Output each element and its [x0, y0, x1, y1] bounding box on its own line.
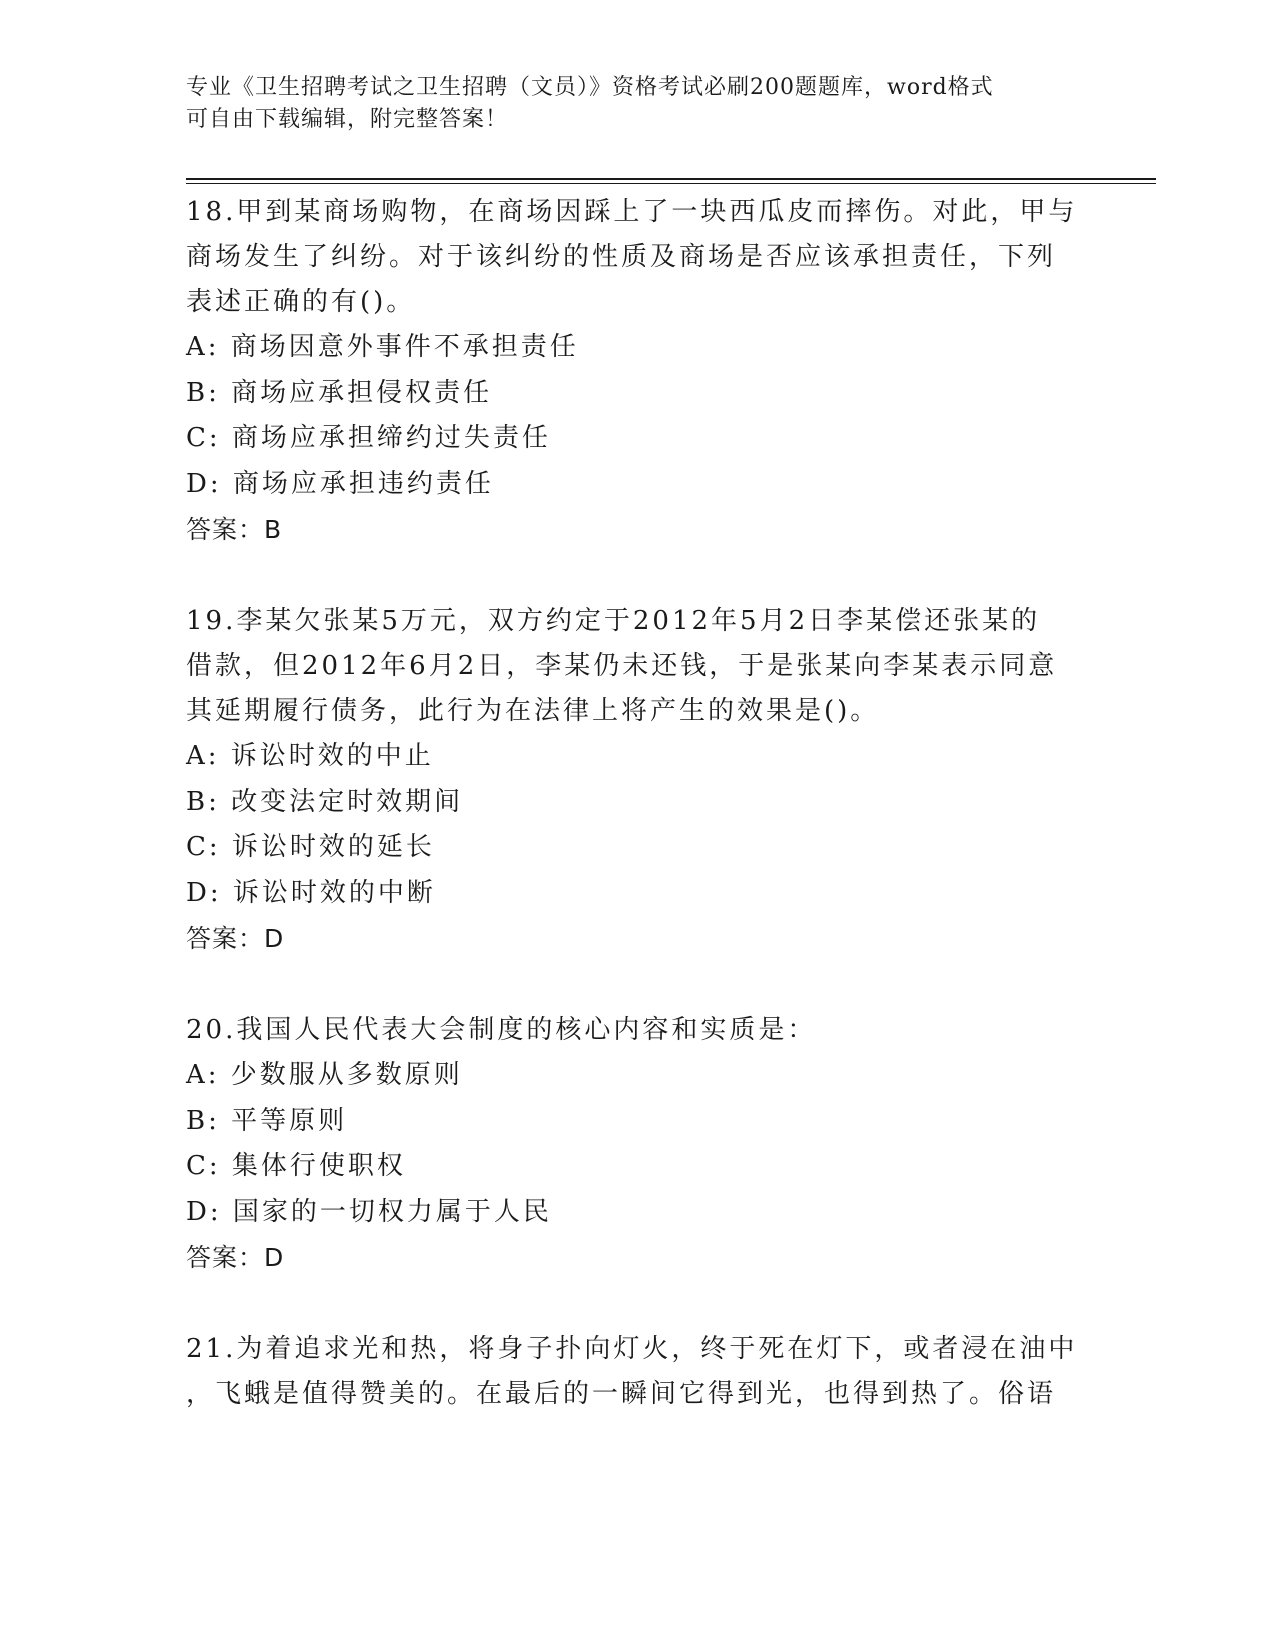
option-d: D: 诉讼时效的中断: [186, 877, 436, 908]
question-stem-line: 18.甲到某商场购物，在商场因踩上了一块西瓜皮而摔伤。对此，甲与: [186, 197, 1078, 227]
option-c: C: 集体行使职权: [186, 1151, 406, 1181]
header-divider-thin: [186, 183, 1156, 184]
option-a: A: 少数服从多数原则: [186, 1060, 463, 1090]
option-d: D: 国家的一切权力属于人民: [186, 1196, 552, 1227]
question-stem-line: 21.为着追求光和热，将身子扑向灯火，终于死在灯下，或者浸在油中: [186, 1334, 1078, 1364]
option-b: B: 商场应承担侵权责任: [186, 377, 493, 408]
question-stem-line: 20.我国人民代表大会制度的核心内容和实质是：: [186, 1015, 817, 1045]
question-stem-line: 商场发生了纠纷。对于该纠纷的性质及商场是否应该承担责任，下列: [186, 242, 1057, 272]
question-stem-line: 19.李某欠张某5万元，双方约定于2012年5月2日李某偿还张某的: [186, 606, 1041, 636]
header-line: 可自由下载编辑，附完整答案！: [186, 107, 509, 132]
answer-line: 答案：D: [186, 1243, 285, 1272]
option-b: B: 改变法定时效期间: [186, 786, 464, 817]
question-21: [186, 1327, 1086, 1417]
answer-line: 答案：D: [186, 924, 285, 953]
header-divider-thick: [186, 178, 1156, 180]
question-19: [186, 599, 1086, 962]
option-a: A: 商场因意外事件不承担责任: [186, 332, 579, 362]
question-stem-line: 表述正确的有()。: [186, 287, 416, 317]
option-a: A: 诉讼时效的中止: [186, 741, 434, 771]
question-20: [186, 1008, 1086, 1281]
question-stem-line: 借款，但2012年6月2日，李某仍未还钱，于是张某向李某表示同意: [186, 651, 1058, 681]
question-18: [186, 190, 1086, 553]
question-stem-line: ，飞蛾是值得赞美的。在最后的一瞬间它得到光，也得到热了。俗语: [186, 1379, 1057, 1409]
question-list: [186, 190, 1086, 1463]
question-stem-line: 其延期履行债务，此行为在法律上将产生的效果是()。: [186, 696, 880, 726]
option-d: D: 商场应承担违约责任: [186, 468, 494, 499]
document-header: [186, 72, 1066, 136]
option-c: C: 商场应承担缔约过失责任: [186, 423, 551, 453]
option-c: C: 诉讼时效的延长: [186, 832, 435, 862]
option-b: B: 平等原则: [186, 1105, 348, 1136]
answer-line: 答案：B: [186, 515, 283, 544]
header-line: 专业《卫生招聘考试之卫生招聘（文员）》资格考试必刷200题题库，word格式: [186, 75, 994, 100]
